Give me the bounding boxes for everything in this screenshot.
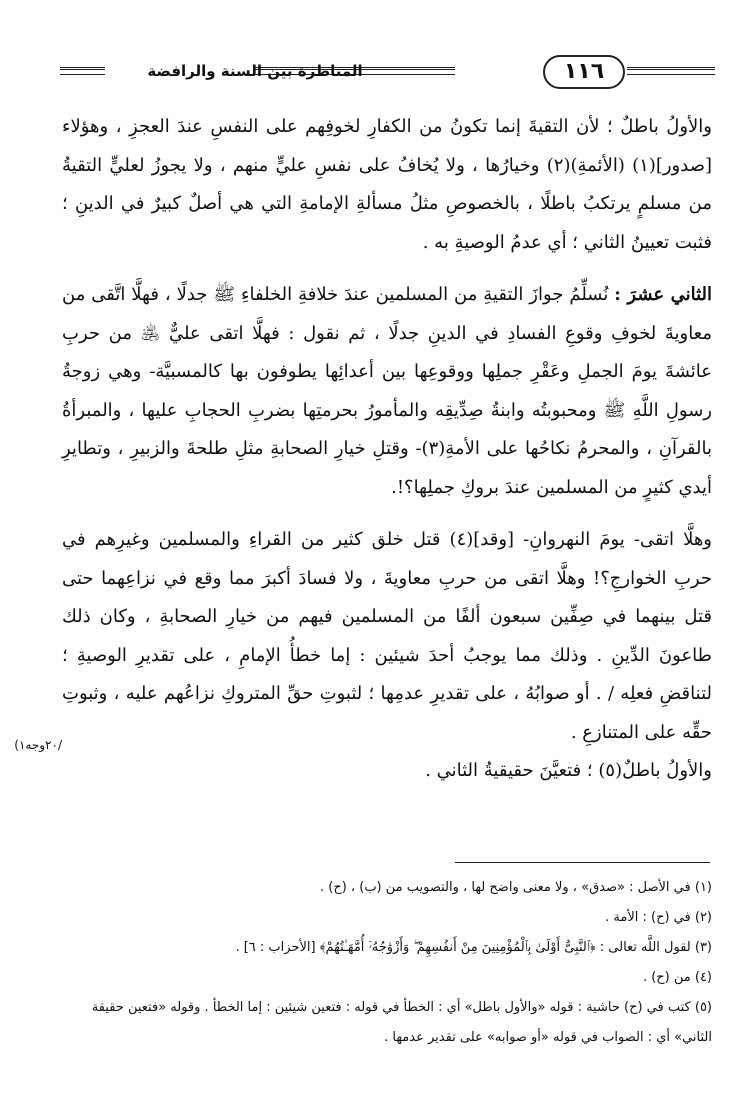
page-header xyxy=(60,55,715,91)
paragraph-2-text: نُسلِّمُ جوازَ التقيةِ من المسلمين عندَ خلافةِ الخلفاءِ ﷺ جدلًا ، فهلَّا اتَّقى من معاويةَ لخوفِ وقوعِ الفسادِ في الدينِ جدلًا ، ثم نقول : فهلَّا اتقى عليٌّ ﵁ من حربِ عائشةَ يومَ الجملِ وعَقْرِ جملِها ووقوعِها بين أعدائِها يطوفون بها كالمسبيَّة- وهي زوجةُ رسولِ اللَّهِ ﷺ ومحبوبتُه وابنةُ صِدِّيقِه والمأمورُ بحرمتِها بضربِ الحجابِ عليها ، والمبرأةُ بالقرآنِ ، والمحرمُ نكاحُها على الأمةِ(٣)- وقتلِ خيارِ الصحابةِ مثلِ طلحةَ والزبيرِ ، وتطايرِ أيدي كثيرٍ من المسلمين عندَ بروكِ جملِها؟!. xyxy=(62,284,712,498)
footnote-2: (٢) في (ح) : الأمة . xyxy=(605,910,712,925)
paragraph-1-text: والأولُ باطلٌ ؛ لأن التقيةَ إنما تكونُ من الكفارِ لخوفِهم على النفسِ عندَ العجزِ ، وهؤلاء [صدور](١) (الأئمةِ)(٢) وخيارُها ، ولا يُخافُ على نفسِ عليٍّ منهم ، ولا يجوزُ لعليٍّ التقيةُ من مسلمٍ يرتكبُ باطلًا ، بالخصوصِ مثلُ مسألةِ الإمامةِ التي هي أصلٌ كبيرٌ في الدينِ ؛ فثبت تعيينُ الثاني ؛ أي عدمُ الوصيةِ به . xyxy=(62,116,712,253)
paragraph-3 xyxy=(62,521,712,752)
header-rule-right xyxy=(627,67,715,75)
page-number: ١١٦ xyxy=(543,55,625,89)
paragraph-2-lead: الثاني عشرَ : xyxy=(614,284,713,305)
footnotes xyxy=(62,873,712,1053)
footnote-4: (٤) من (ح) . xyxy=(642,970,712,985)
footnote-1: (١) في الأصل : «صدق» ، ولا معنى واضح لها ، والتصويب من (ب) ، (ح) . xyxy=(319,880,712,895)
header-rule-left xyxy=(60,67,105,75)
paragraph-3-text: وهلَّا اتقى- يومَ النهروانِ- [وقد](٤) قتل خلق كثير من القراءِ والمسلمين وغيرِهم في حربِ الخوارجِ؟! وهلَّا اتقى من حربِ معاويةَ ، ولا فسادَ أكبرَ مما وقع في نزاعِهما حتى قتل بينهما في صِفِّين سبعون ألفًا من المسلمين فيهم من خيارِ الصحابةِ ، وكان ذلك طاعونَ الدِّينِ . وذلك مما يوجبُ أحدَ شيئين : إما خطأُ الإمامِ ، على تقديرِ الوصيةِ ؛ لتناقضِ فعلِه / . أو صوابُهُ ، على تقديرِ عدمِها ؛ لثبوتِ حقِّ المتروكِ نزاعُهم عليه ، وثبوتِ حقِّه على المتنازعِ . xyxy=(62,529,713,743)
footnote-3: (٣) لقول اللَّه تعالى : ﴿ٱلنَّبِىُّ أَوْلَىٰ بِٱلْمُؤْمِنِينَ مِنْ أَنفُسِهِمْ ۖ وَأَزْوَٰجُهُۥٓ أُمَّهَـٰتُهُمْ﴾ [الأحزاب : ٦] . xyxy=(235,940,712,955)
paragraph-2 xyxy=(62,276,712,507)
manuscript-folio-note: /٢٠وجه١) xyxy=(14,738,62,752)
running-title: المناظرة بين السنة والرافضة xyxy=(147,62,363,80)
main-text xyxy=(62,108,712,791)
footnote-separator xyxy=(455,862,710,863)
paragraph-4 xyxy=(62,752,712,791)
paragraph-1 xyxy=(62,108,712,262)
footnote-5: (٥) كتب في (ح) حاشية : قوله «والأول باطل» أي : الخطأ في قوله : فتعين شيئين : إما الخطأ . وقوله «فتعين حقيقة الثاني» أي : الصواب في قوله «أو صوابه» على تقدير عدمها . xyxy=(91,1000,712,1045)
paragraph-4-text: والأولُ باطلٌ(٥) ؛ فتعيَّنَ حقيقيةُ الثاني . xyxy=(425,760,712,781)
